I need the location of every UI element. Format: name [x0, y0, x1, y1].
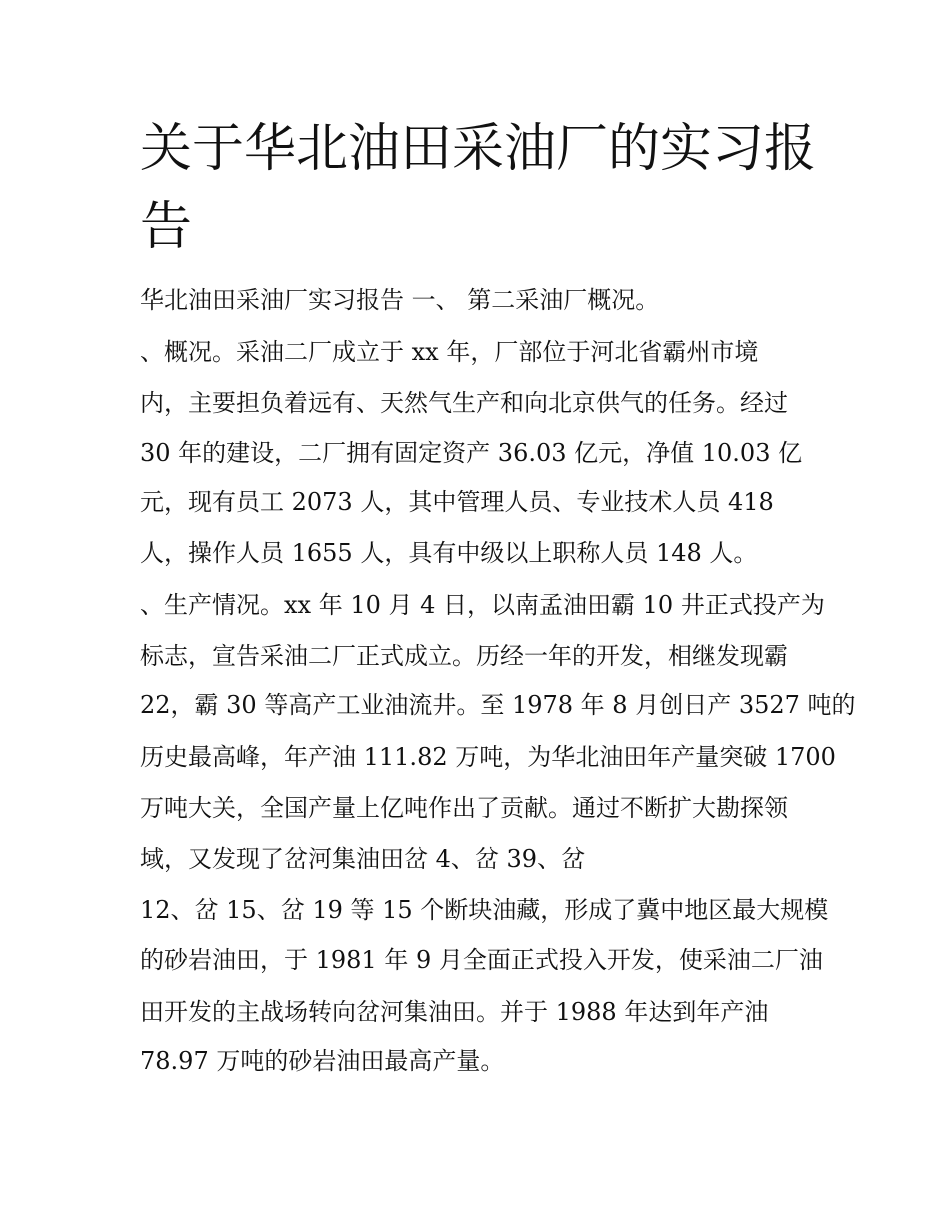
body-line-15: 田开发的主战场转向岔河集油田。并于 1988 年达到年产油: [140, 998, 769, 1026]
document-title: [140, 110, 820, 266]
body-line-9: 22，霸 30 等高产工业油流井。至 1978 年 8 月创日产 3527 吨的: [140, 691, 856, 719]
body-line-2: 、概况。采油二厂成立于 xx 年，厂部位于河北省霸州市境: [140, 338, 759, 366]
body-line-14: 的砂岩油田，于 1981 年 9 月全面正式投入开发，使采油二厂油: [140, 946, 823, 974]
title-line-2: 告: [140, 197, 193, 257]
body-line-1: 华北油田采油厂实习报告 一、 第二采油厂概况。: [140, 286, 660, 314]
body-line-3: 内，主要担负着远有、天然气生产和向北京供气的任务。经过: [140, 389, 788, 417]
body-line-6: 人，操作人员 1655 人，具有中级以上职称人员 148 人。: [140, 539, 758, 567]
title-line-1: 关于华北油田采油厂的实习报: [140, 119, 817, 179]
body-line-12: 域，又发现了岔河集油田岔 4、岔 39、岔: [140, 845, 586, 873]
body-line-8: 标志，宣告采油二厂正式成立。历经一年的开发，相继发现霸: [140, 642, 788, 670]
body-line-5: 元，现有员工 2073 人，其中管理人员、专业技术人员 418: [140, 488, 774, 516]
body-line-7: 、生产情况。xx 年 10 月 4 日，以南孟油田霸 10 井正式投产为: [140, 591, 825, 619]
body-line-4: 30 年的建设，二厂拥有固定资产 36.03 亿元，净值 10.03 亿: [140, 439, 803, 467]
body-line-11: 万吨大关，全国产量上亿吨作出了贡献。通过不断扩大勘探领: [140, 794, 788, 822]
body-line-13: 12、岔 15、岔 19 等 15 个断块油藏，形成了冀中地区最大规模: [140, 896, 829, 924]
body-line-10: 历史最高峰，年产油 111.82 万吨，为华北油田年产量突破 1700: [140, 743, 836, 771]
body-line-16: 78.97 万吨的砂岩油田最高产量。: [140, 1047, 505, 1075]
